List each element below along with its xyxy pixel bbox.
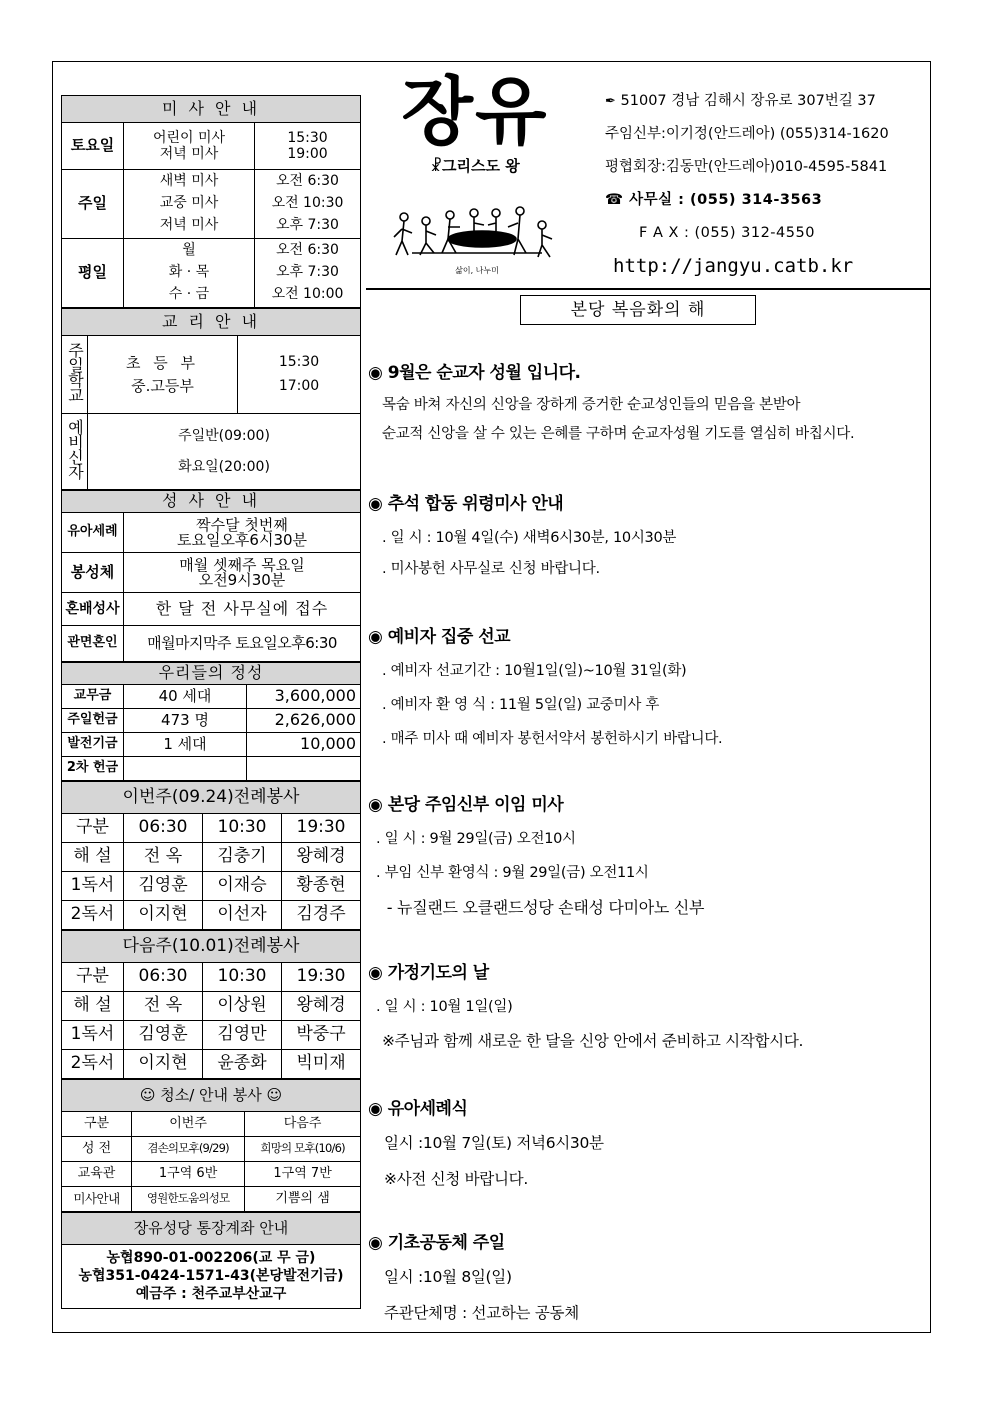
- notice-line: . 예비자 환 영 식 : 11월 5일(일) 교중미사 후: [382, 697, 660, 713]
- notice-line: ※사전 신청 바랍니다.: [384, 1170, 528, 1188]
- cleaning-title: ☺ 청소/ 안내 봉사 ☺: [62, 1080, 361, 1112]
- service-next-week-title: 다음주(10.01)전례봉사: [62, 931, 361, 963]
- cleaning-group: 1구역 6반: [132, 1162, 245, 1187]
- school-time: 15:30: [278, 354, 320, 371]
- cleaning-group: 겸손의모후(9/29): [132, 1137, 245, 1162]
- sacraments-title: 성 사 안 내: [62, 491, 361, 513]
- sacrament-value: 토요일오후6시30분: [176, 530, 308, 549]
- notice-line: ※주님과 함께 새로운 한 달을 신앙 안에서 준비하고 시작합시다.: [382, 1032, 804, 1050]
- notice-item: [366, 790, 704, 918]
- website-link[interactable]: http://jangyu.catb.kr: [613, 255, 854, 277]
- offerings-table: [61, 662, 361, 781]
- service-person: 전 옥: [124, 843, 203, 872]
- offering-amount: 2,626,000: [247, 709, 361, 733]
- cleaning-col-header: 이번주: [132, 1112, 245, 1137]
- notice-item: [366, 1228, 579, 1323]
- service-role: 1독서: [62, 1021, 124, 1050]
- service-col-header: 19:30: [282, 963, 361, 992]
- mass-name: 저녁 미사: [159, 146, 219, 162]
- service-col-header: 19:30: [282, 814, 361, 843]
- service-col-header: 구분: [62, 963, 124, 992]
- bank-account-line: 농협351-0424-1571-43(본당발전기금): [78, 1268, 344, 1285]
- service-role: 해 설: [62, 992, 124, 1021]
- bank-account-table: [61, 1212, 361, 1309]
- offering-count: 1 세대: [124, 733, 247, 757]
- mass-name: 새벽 미사: [159, 173, 219, 190]
- notice-title: ◉ 기초공동체 주일: [368, 1233, 505, 1253]
- service-col-header: 06:30: [124, 963, 203, 992]
- service-col-header: 10:30: [203, 963, 282, 992]
- left-column: [61, 95, 361, 1309]
- mass-time: 오전 10:30: [271, 195, 344, 212]
- notice-item: [366, 622, 722, 748]
- service-person: 이지현: [124, 901, 203, 930]
- sacrament-label: 관면혼인: [62, 626, 124, 662]
- mass-time: 오후 7:30: [276, 216, 339, 233]
- offering-label: 2차 헌금: [62, 757, 124, 781]
- notice-title: ◉ 추석 합동 위령미사 안내: [368, 494, 564, 514]
- mass-schedule-table: [61, 95, 361, 308]
- masthead: [390, 69, 560, 176]
- service-next-week-table: [61, 930, 361, 1079]
- mass-name: 저녁 미사: [159, 216, 219, 233]
- notice-line: . 일 시 : 10월 1일(일): [376, 999, 513, 1015]
- service-col-header: 구분: [62, 814, 124, 843]
- service-person: 박중구: [282, 1021, 361, 1050]
- notice-title: ◉ 9월은 순교자 성월 입니다.: [368, 363, 581, 383]
- notice-line: . 일 시 : 10월 4일(수) 새벽6시30분, 10시30분: [382, 530, 677, 546]
- service-this-week-table: [61, 781, 361, 930]
- sacrament-value: 매월마지막주 토요일오후6:30: [124, 626, 361, 662]
- notice-line: . 일 시 : 9월 29일(금) 오전10시: [376, 831, 576, 847]
- notice-title: ◉ 예비자 집중 선교: [368, 627, 511, 647]
- notice-title: ◉ 유아세례식: [368, 1099, 468, 1119]
- cleaning-group: 희망의 모후(10/6): [245, 1137, 361, 1162]
- service-person: 이지현: [124, 1050, 203, 1079]
- mass-time: 오전 10:00: [271, 285, 344, 302]
- catechism-table: [61, 308, 361, 490]
- service-person: 황종현: [282, 872, 361, 901]
- address-line: ✒ 51007 경남 김해시 장유로 307번길 37: [605, 93, 876, 109]
- notice-line: . 부임 신부 환영식 : 9월 29일(금) 오전11시: [376, 865, 649, 881]
- service-person: 김경주: [282, 901, 361, 930]
- sacrament-label: 혼배성사: [62, 593, 124, 626]
- service-person: 윤종화: [203, 1050, 282, 1079]
- notice-line: 일시 :10월 8일(일): [384, 1268, 512, 1286]
- service-person: 김영훈: [124, 1021, 203, 1050]
- offering-amount: 10,000: [247, 733, 361, 757]
- contact-info: [605, 85, 925, 285]
- catechumen-class: 화요일(20:00): [178, 458, 270, 475]
- offering-label: 발전기금: [62, 733, 124, 757]
- cleaning-area: 미사안내: [62, 1187, 132, 1212]
- notice-line: 목숨 바쳐 자신의 신앙을 장하게 증거한 순교성인들의 믿음을 본받아: [382, 397, 801, 413]
- parish-title: 장유: [401, 69, 549, 155]
- cleaning-group: 기쁨의 샘: [245, 1187, 361, 1212]
- pen-icon: ✒: [605, 94, 616, 109]
- parish-subtitle: ☧그리스도 왕: [430, 157, 520, 175]
- service-person: 왕혜경: [282, 843, 361, 872]
- mass-time: 오후 7:30: [276, 264, 339, 281]
- service-person: 전 옥: [124, 992, 203, 1021]
- notice-line: 일시 :10월 7일(토) 저녁6시30분: [384, 1134, 604, 1152]
- offering-amount: [247, 757, 361, 781]
- service-person: 김영만: [203, 1021, 282, 1050]
- cleaning-area: 성 전: [62, 1137, 132, 1162]
- sacrament-value: 오전9시30분: [198, 570, 286, 589]
- sacrament-label: 봉성체: [62, 553, 124, 593]
- offering-label: 교무금: [62, 685, 124, 709]
- service-person: 김영훈: [124, 872, 203, 901]
- mass-name: 수 · 금: [168, 285, 210, 302]
- mass-time: 오전 6:30: [276, 242, 339, 259]
- mass-time: 오전 6:30: [276, 173, 339, 190]
- notice-line: 주관단체명 : 선교하는 공동체: [384, 1304, 579, 1322]
- bank-account-holder: 예금주 : 천주교부산교구: [135, 1286, 287, 1303]
- office-line: ☎ 사무실 : (055) 314-3563: [605, 192, 823, 208]
- service-person: 이선자: [203, 901, 282, 930]
- cleaning-col-header: 다음주: [245, 1112, 361, 1137]
- offering-amount: 3,600,000: [247, 685, 361, 709]
- service-person: 이상원: [203, 992, 282, 1021]
- sacrament-value: 짝수달 첫번째: [196, 515, 288, 534]
- offering-count: [124, 757, 247, 781]
- notice-title: ◉ 가정기도의 날: [368, 963, 489, 983]
- cleaning-col-header: 구분: [62, 1112, 132, 1137]
- notice-line: . 미사봉헌 사무실로 신청 바랍니다.: [382, 561, 600, 577]
- cleaning-group: 1구역 7반: [245, 1162, 361, 1187]
- school-group: 중.고등부: [131, 376, 194, 395]
- notice-item: [366, 489, 676, 578]
- service-col-header: 10:30: [203, 814, 282, 843]
- mass-name: 화 · 목: [168, 264, 210, 281]
- service-person: 왕혜경: [282, 992, 361, 1021]
- bank-account-title: 장유성당 통장계좌 안내: [62, 1213, 361, 1245]
- notice-line: . 매주 미사 때 예비자 봉헌서약서 봉헌하시기 바랍니다.: [382, 731, 723, 747]
- notice-item: [366, 1094, 604, 1189]
- mass-name: 월: [182, 242, 196, 259]
- mass-day: 평일: [62, 239, 124, 308]
- fax-line: F A X : (055) 312-4550: [639, 225, 815, 241]
- service-this-week-title: 이번주(09.24)전례봉사: [62, 782, 361, 814]
- notice-line: - 뉴질랜드 오클랜드성당 손태성 다미아노 신부: [382, 898, 705, 917]
- notice-item: [366, 958, 803, 1051]
- illustration-caption: 삶이, 나누미: [455, 266, 499, 275]
- cleaning-table: [61, 1079, 361, 1212]
- sacrament-label: 유아세례: [62, 513, 124, 553]
- mass-day: 주일: [62, 170, 124, 239]
- school-group: 초 등 부: [125, 354, 199, 372]
- pastor-line: 주임신부:이기정(안드레아) (055)314-1620: [605, 126, 889, 142]
- sacrament-value: 매월 셋째주 목요일: [179, 555, 305, 574]
- catechumen-class: 주일반(09:00): [178, 427, 270, 444]
- sacrament-value: 한 달 전 사무실에 접수: [124, 593, 361, 626]
- service-col-header: 06:30: [124, 814, 203, 843]
- notice-line: . 예비자 선교기간 : 10월1일(일)~10월 31일(화): [382, 663, 687, 679]
- catechumen-label: 예비신자: [65, 419, 85, 480]
- offerings-title: 우리들의 정성: [62, 663, 361, 685]
- school-time: 17:00: [278, 377, 320, 394]
- bank-account-line: 농협890-01-002206(교 무 금): [106, 1250, 316, 1266]
- offering-count: 40 세대: [124, 685, 247, 709]
- mass-time: 15:30: [287, 129, 328, 146]
- sunday-school-label: 주일학교: [65, 342, 85, 403]
- mass-time: 19:00: [287, 146, 328, 162]
- sharing-illustration: [392, 203, 562, 277]
- council-line: 평협회장:김동만(안드레아)010-4595-5841: [605, 159, 888, 175]
- notice-line: 순교적 신앙을 살 수 있는 은혜를 구하며 순교자성월 기도를 열심히 바칩시다.: [382, 426, 855, 442]
- service-person: 김충기: [203, 843, 282, 872]
- notice-title: ◉ 본당 주임신부 이임 미사: [368, 795, 564, 815]
- sacraments-table: [61, 490, 361, 662]
- offering-count: 473 명: [124, 709, 247, 733]
- service-role: 2독서: [62, 901, 124, 930]
- mass-day: 토요일: [62, 123, 124, 170]
- catechism-title: 교 리 안 내: [62, 309, 361, 336]
- service-role: 해 설: [62, 843, 124, 872]
- header-divider: [366, 288, 931, 290]
- offering-label: 주일헌금: [62, 709, 124, 733]
- mass-schedule-title: 미 사 안 내: [62, 96, 361, 123]
- cleaning-area: 교육관: [62, 1162, 132, 1187]
- cleaning-group: 영원한도움의성모: [132, 1187, 245, 1212]
- service-role: 1독서: [62, 872, 124, 901]
- year-theme: 본당 복음화의 해: [520, 295, 756, 325]
- service-person: 이재승: [203, 872, 282, 901]
- mass-name: 어린이 미사: [152, 129, 226, 146]
- notice-item: [366, 358, 854, 443]
- service-role: 2독서: [62, 1050, 124, 1079]
- service-person: 빅미재: [282, 1050, 361, 1079]
- mass-name: 교중 미사: [159, 195, 219, 212]
